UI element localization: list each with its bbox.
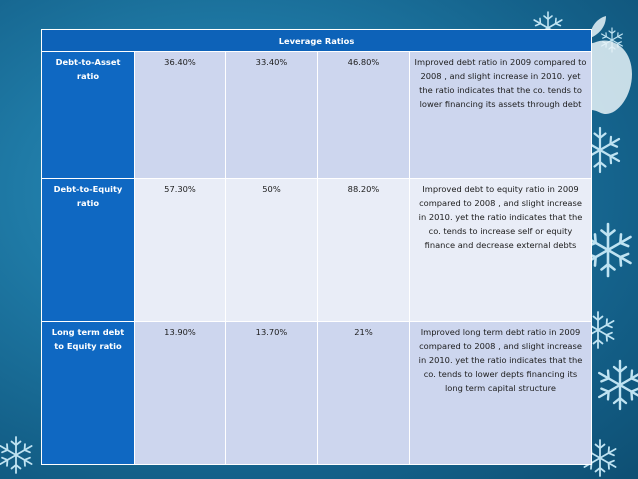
snowflake-icon xyxy=(586,224,631,276)
ratio-value: 88.20% xyxy=(318,179,410,322)
ratio-value: 13.90% xyxy=(135,322,226,465)
ratio-value: 36.40% xyxy=(135,52,226,179)
row-label: Debt-to-Equity ratio xyxy=(42,179,135,322)
ratio-note: Improved long term debt ratio in 2009 compared to 2008 , and slight increase in 2010. yet the ratio indicates that the co. tends to lower depts financing its long term capital structure xyxy=(410,322,592,465)
table-row xyxy=(42,52,592,179)
snowflake-icon xyxy=(0,437,31,473)
leverage-ratios-table xyxy=(41,29,592,465)
ratio-value: 13.70% xyxy=(226,322,318,465)
row-label: Debt-to-Asset ratio xyxy=(42,52,135,179)
ratio-note: Improved debt to equity ratio in 2009 compared to 2008 , and slight increase in 2010. yet the ratio indicates that the co. tends to increase self or equity finance and decrease external debts xyxy=(410,179,592,322)
ratio-note: Improved debt ratio in 2009 compared to 2008 , and slight increase in 2010. yet the ratio indicates that the co. tends to lower financing its assets through debt xyxy=(410,52,592,179)
ratio-value: 21% xyxy=(318,322,410,465)
table-row xyxy=(42,322,592,465)
table-title: Leverage Ratios xyxy=(42,30,592,52)
table-row xyxy=(42,179,592,322)
snowflake-icon xyxy=(599,361,638,409)
ratio-value: 46.80% xyxy=(318,52,410,179)
ratio-value: 33.40% xyxy=(226,52,318,179)
ratio-value: 50% xyxy=(226,179,318,322)
row-label: Long term debt to Equity ratio xyxy=(42,322,135,465)
ratio-value: 57.30% xyxy=(135,179,226,322)
